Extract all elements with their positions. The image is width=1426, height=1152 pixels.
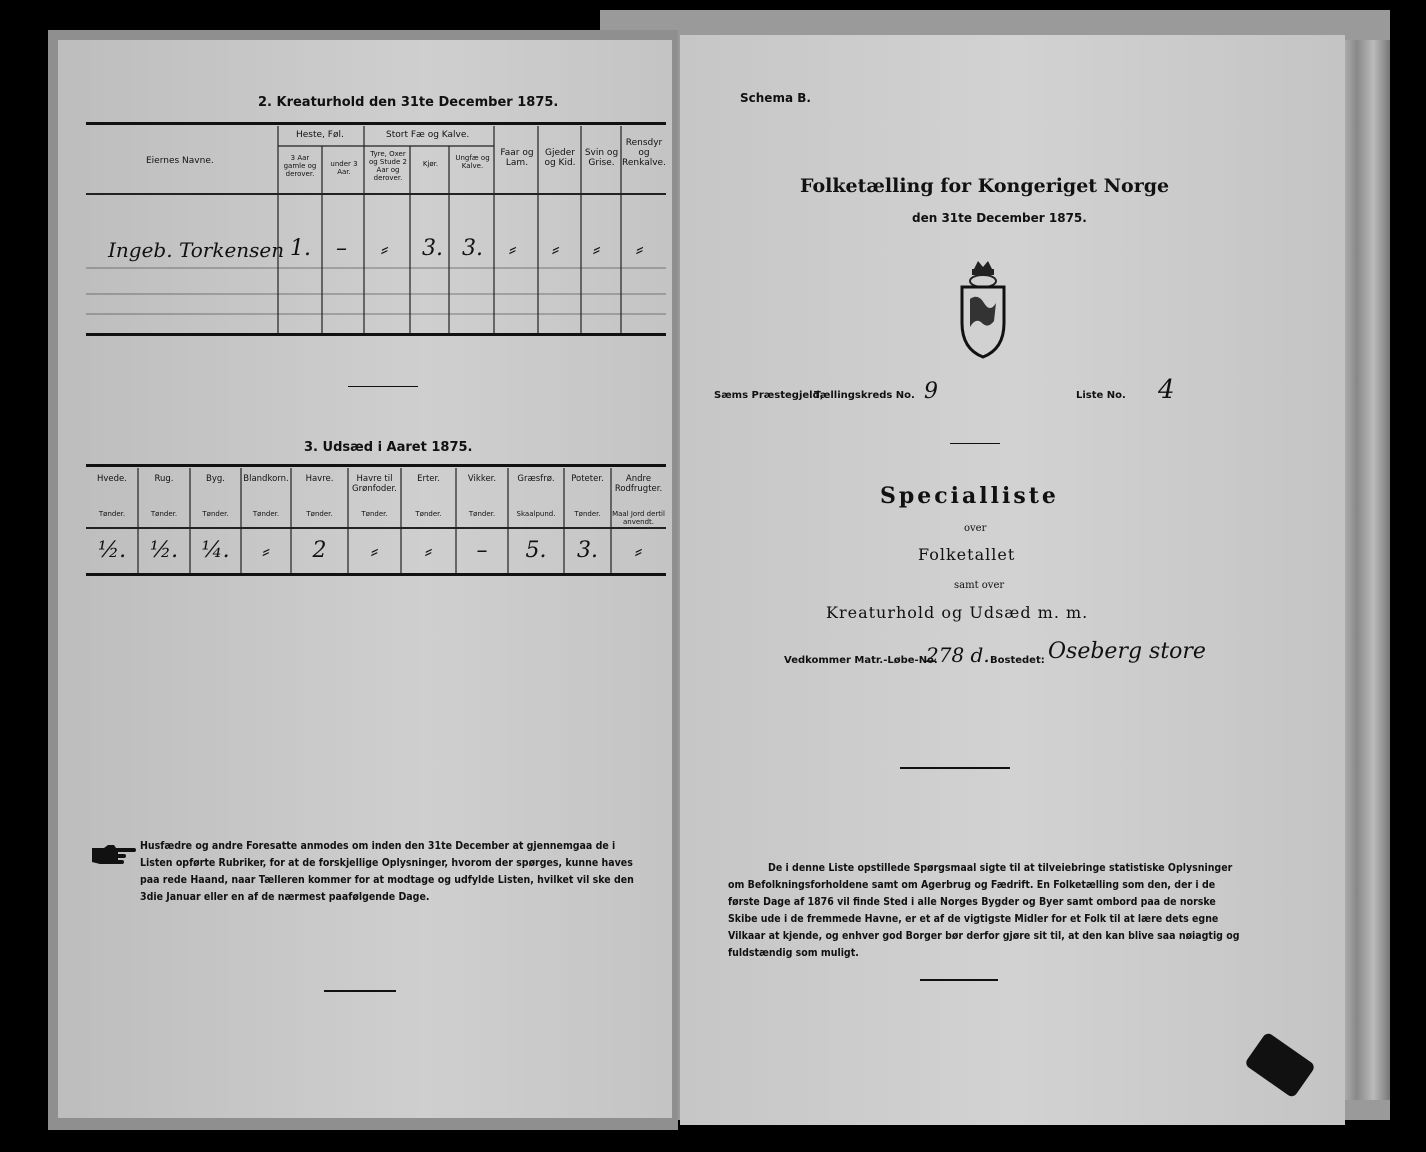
table-bottom-rule: [86, 333, 666, 336]
sowing-header-name: Erter.: [417, 474, 440, 484]
sowing-bottom-rule: [86, 573, 666, 576]
pigs-cell: ⸗: [593, 237, 601, 262]
folketallet-label: Folketallet: [918, 545, 1016, 564]
horses-young-cell: –: [336, 236, 347, 261]
parish-label: Sæms Præstegjeld,: [714, 390, 824, 401]
sowing-header-unit: Tønder.: [98, 510, 126, 518]
district-value: 9: [924, 379, 938, 404]
matr-label: Vedkommer Matr.-Løbe-No.: [784, 655, 938, 666]
sowing-value-cell: ⸗: [424, 539, 433, 564]
sowing-header-unit: Tønder.: [415, 510, 442, 518]
kreaturhold-label: Kreaturhold og Udsæd m. m.: [826, 603, 1089, 622]
sowing-header-unit: Maal Jord dertil anvendt.: [612, 510, 665, 526]
mid-rule: [900, 767, 1010, 769]
sowing-value-cell: ¼.: [201, 538, 230, 563]
sowing-table: [86, 468, 666, 574]
sowing-header-name: Poteter.: [571, 474, 604, 484]
goats-cell: ⸗: [552, 237, 560, 262]
notice-text: Husfædre og andre Foresatte anmodes om inden den 31te December at gjennemgaa de i Listen opførte Rubriker, for at de forskjellige Oplysninger, hvorom der spørges, kunne haves paa rede Haand, naar Tælleren kommer for at modtage og udfylde Listen, hvilket vil ske den 3die Januar eller en af de nærmest paafølgende Dage.: [140, 840, 634, 903]
cattle-sub3: Ungfæ og Kalve.: [455, 154, 490, 170]
horses-old-cell: 1.: [290, 236, 311, 261]
right-page: [680, 35, 1345, 1125]
cows-cell: 3.: [422, 236, 443, 261]
sowing-value-cell: 2: [312, 538, 327, 563]
owner-header: Eiernes Navne.: [146, 156, 214, 166]
specialliste-title: Specialliste: [880, 483, 1059, 509]
pigs-header: Svin og Grise.: [584, 148, 619, 168]
district-label: Tællingskreds No.: [814, 390, 915, 401]
sowing-value-cell: 5.: [525, 538, 547, 563]
section3-title: 3. Udsæd i Aaret 1875.: [304, 440, 473, 455]
section2-title: 2. Kreaturhold den 31te December 1875.: [258, 95, 559, 110]
sowing-value-cell: ½.: [97, 538, 127, 563]
bulls-cell: ⸗: [381, 237, 389, 262]
notice-end-rule: [324, 990, 396, 992]
sowing-header-unit: Tønder.: [361, 510, 388, 518]
footer-text: De i denne Liste opstillede Spørgsmaal sigte til at tilveiebringe statistiske Oplysninger om Befolkningsforholdene samt om Agerbrug og Fædrift. En Folketælling som den, der i de første Dage af 1876 vil finde Sted i alle Norges Bygder og Byer samt ombord paa de norske Skibe ude i de fremmede Havne, er et af de vigtigste Midler for et Folk til at lære dets egne Vilkaar at kjende, og enhver god Borger bør derfor gjøre sit til, at den kan blive saa nøiagtig og fuldstændig som muligt.: [728, 862, 1240, 959]
sowing-value-cell: ½.: [149, 538, 179, 563]
sowing-header-unit: Tønder.: [252, 510, 280, 518]
sowing-header-unit: Skaalpund.: [516, 510, 556, 518]
sowing-header-unit: Tønder.: [574, 510, 601, 518]
sowing-header-unit: Tønder.: [468, 510, 496, 518]
sowing-value-cell: ⸗: [262, 539, 270, 564]
list-label: Liste No.: [1076, 390, 1126, 401]
left-page: [58, 40, 672, 1118]
date-line: den 31te December 1875.: [912, 211, 1087, 225]
sowing-header-name: Blandkorn.: [243, 474, 289, 484]
sowing-value-cell: ⸗: [634, 539, 643, 564]
table-top-rule: [86, 122, 666, 125]
reindeer-cell: ⸗: [636, 237, 644, 262]
horses-sub1: 3 Aar gamle og derover.: [283, 154, 317, 178]
sowing-header-name: Havre.: [305, 474, 334, 484]
sheep-header: Faar og Lam.: [500, 148, 534, 168]
sowing-top-rule: [86, 464, 666, 467]
horses-header: Heste, Føl.: [296, 130, 344, 140]
sowing-header-name: Havre til Grønfoder.: [352, 474, 397, 494]
page-stack-edge: [1340, 40, 1390, 1100]
sowing-header-unit: Tønder.: [306, 510, 333, 518]
bosted-value: Oseberg store: [1048, 639, 1206, 664]
reindeer-header: Rensdyr og Renkalve.: [622, 138, 666, 168]
pointing-hand-icon: [90, 842, 136, 870]
young-cattle-cell: 3.: [462, 236, 483, 261]
owner-name-cell: Ingeb. Torkensen: [108, 238, 285, 262]
list-value: 4: [1158, 375, 1175, 405]
main-title: Folketælling for Kongeriget Norge: [800, 175, 1170, 197]
goats-header: Gjeder og Kid.: [544, 148, 576, 168]
title-divider-rule: [950, 443, 1000, 444]
over-label-1: over: [964, 523, 987, 534]
cattle-sub2: Kjør.: [422, 160, 439, 168]
sowing-header-unit: Tønder.: [202, 510, 229, 518]
sowing-header-name: Rug.: [154, 474, 174, 484]
cattle-header: Stort Fæ og Kalve.: [386, 130, 470, 140]
samt-over-label: samt over: [954, 580, 1005, 591]
sowing-header-name: Andre Rodfrugter.: [614, 474, 663, 494]
sowing-header-name: Græsfrø.: [517, 474, 555, 484]
coat-of-arms-icon: [956, 259, 1010, 363]
horses-sub2: under 3 Aar.: [330, 160, 358, 176]
schema-label: Schema B.: [740, 91, 811, 105]
sheep-cell: ⸗: [509, 237, 517, 262]
sowing-value-cell: –: [476, 538, 488, 563]
sowing-header-name: Hvede.: [97, 474, 127, 484]
divider-rule: [348, 386, 418, 387]
sowing-header-name: Byg.: [206, 474, 225, 484]
sowing-value-cell: ⸗: [370, 539, 379, 564]
footer-end-rule: [920, 979, 998, 981]
matr-value: 278 d.: [926, 643, 990, 667]
sowing-value-cell: 3.: [577, 538, 598, 563]
cattle-sub1: Tyre, Oxer og Stude 2 Aar og derover.: [368, 150, 407, 182]
sowing-header-unit: Tønder.: [150, 510, 178, 518]
sowing-header-name: Vikker.: [467, 474, 497, 484]
livestock-table: [86, 126, 666, 334]
bosted-label: Bostedet:: [990, 655, 1045, 666]
